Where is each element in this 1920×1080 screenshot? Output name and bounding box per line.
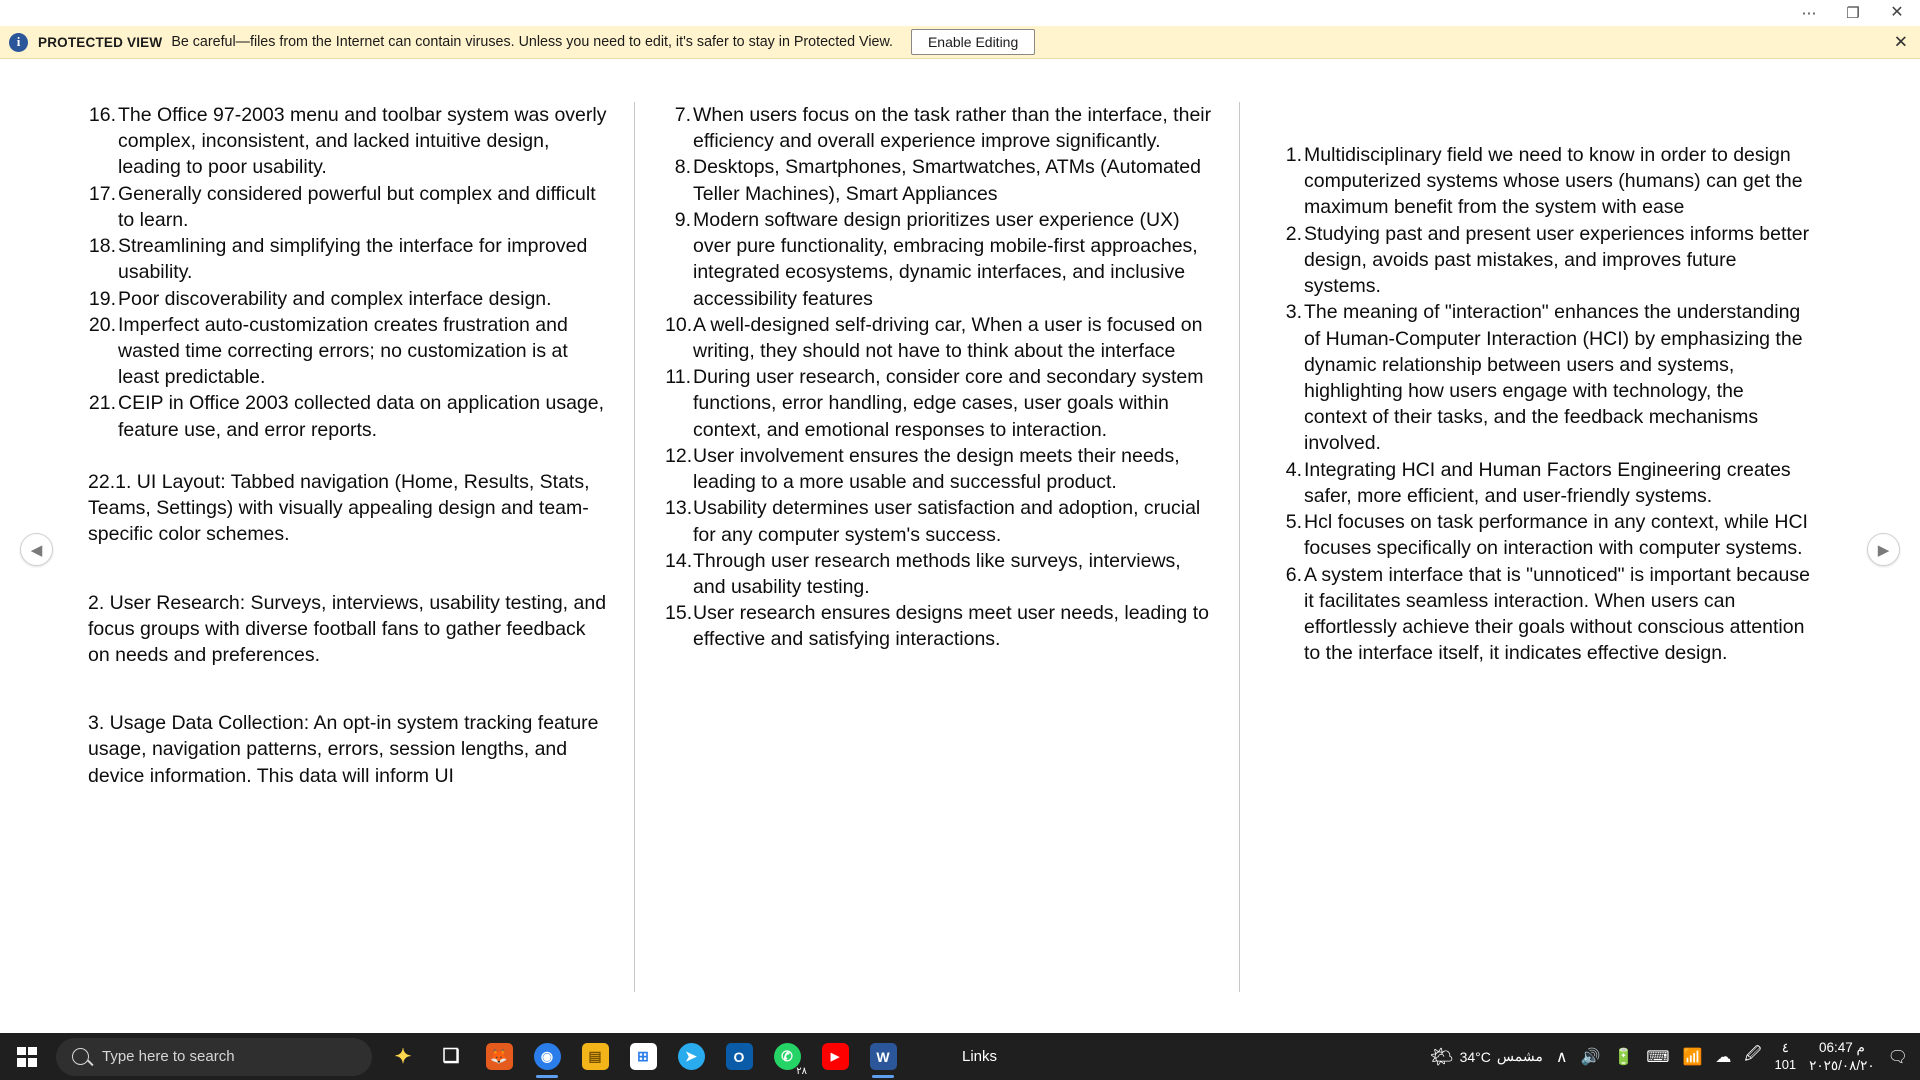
list-item-text: CEIP in Office 2003 collected data on application usage, feature use, and error reports. (118, 392, 605, 441)
whatsapp-icon[interactable] (764, 1033, 810, 1080)
list-item-number: 20. (88, 313, 116, 336)
task-view-icon[interactable] (428, 1033, 474, 1080)
windows-logo-icon (17, 1047, 37, 1067)
windows-taskbar (0, 1033, 1920, 1080)
list-item-number: 10. (665, 313, 693, 336)
list-item-text: Multidisciplinary field we need to know in order to design computerized systems whose users (humans) can get the maximum benefit from the system with ease (1304, 144, 1803, 219)
list-item (1278, 509, 1812, 561)
list-item-text: Streamlining and simplifying the interface for improved usability. (118, 235, 588, 284)
protected-view-message: Be careful—files from the Internet can contain viruses. Unless you need to edit, it's safer to stay in Protected View. (171, 34, 893, 50)
list-item-number: 12. (665, 444, 693, 467)
list-item (1278, 457, 1812, 509)
list-item-number: 15. (665, 602, 693, 625)
paragraph-ui-layout: 22.1. UI Layout: Tabbed navigation (Home, Results, Stats, Teams, Settings) with visually appealing design and team-specific color schemes. (88, 470, 590, 546)
clock-date: ٢٠٢٥/٠٨/٢٠ (1809, 1057, 1875, 1073)
list-item (88, 233, 612, 285)
weather-label: مشمس (1496, 1048, 1543, 1064)
chrome-icon[interactable] (524, 1033, 570, 1080)
pen-icon[interactable]: 🖉 (1744, 1046, 1762, 1063)
copilot-glyph: ✦ (394, 1046, 412, 1068)
keyboard-icon[interactable]: ⌨ (1646, 1048, 1670, 1066)
list-item-number: 17. (88, 182, 116, 205)
list-item (665, 600, 1217, 652)
list-item (88, 312, 612, 391)
list-item (665, 154, 1217, 206)
list-item-number: 13. (665, 497, 693, 520)
taskbar-search-input[interactable] (56, 1038, 372, 1076)
whatsapp-glyph: ✆ (774, 1043, 801, 1070)
wifi-icon[interactable]: 📶 (1682, 1048, 1703, 1066)
weather-widget[interactable] (1429, 1045, 1542, 1069)
system-tray (1429, 1039, 1920, 1074)
next-page-button[interactable]: ▶ (1867, 533, 1900, 566)
dismiss-protected-view-icon[interactable]: ✕ (1893, 32, 1908, 52)
store-glyph: ⊞ (630, 1043, 657, 1070)
list-item-text: Desktops, Smartphones, Smartwatches, ATMs (Automated Teller Machines), Smart Appliances (693, 156, 1201, 205)
word-icon[interactable] (860, 1033, 906, 1080)
protected-view-bar (0, 26, 1920, 59)
info-icon: i (9, 33, 28, 52)
list-item-text: When users focus on the task rather than the interface, their efficiency and overall experience improve significantly. (693, 104, 1212, 153)
volume-icon[interactable]: 🔊 (1580, 1048, 1601, 1066)
list-item (665, 364, 1217, 443)
firefox-icon[interactable] (476, 1033, 522, 1080)
file-explorer-icon[interactable] (572, 1033, 618, 1080)
list-item-text: Usability determines user satisfaction and adoption, crucial for any computer system's success. (693, 497, 1201, 546)
list-item-text: The Office 97-2003 menu and toolbar system was overly complex, inconsistent, and lacked intuitive design, leading to poor usability. (118, 104, 607, 179)
close-window-icon[interactable]: ✕ (1890, 4, 1904, 21)
chrome-glyph: ◉ (534, 1043, 561, 1070)
list-item (88, 102, 612, 181)
notification-icon[interactable]: 🗨 (1887, 1048, 1908, 1066)
search-placeholder: Type here to search (102, 1048, 235, 1065)
numbered-list-column-1 (88, 102, 612, 443)
list-item-text: Through user research methods like surveys, interviews, and usability testing. (693, 549, 1181, 598)
list-item (665, 312, 1217, 364)
partly-cloudy-icon: 🌤 (1429, 1046, 1454, 1068)
list-item (1278, 299, 1812, 456)
list-item-text: A system interface that is "unnoticed" is important because it facilitates seamless interaction. When users can effortlessly achieve their goals without conscious attention to the interface itself, it indicates effective design. (1304, 563, 1810, 665)
outlook-icon[interactable] (716, 1033, 762, 1080)
list-item (665, 102, 1217, 154)
weather-temperature: 34°C (1459, 1048, 1491, 1065)
list-item (665, 495, 1217, 547)
list-item (1278, 562, 1812, 667)
whatsapp-badge: ٢٨ (796, 1066, 807, 1077)
list-item-text: Integrating HCI and Human Factors Engineering creates safer, more efficient, and user-friendly systems. (1304, 458, 1791, 507)
youtube-glyph: ▶ (822, 1043, 849, 1070)
battery-counter-top: ٤ (1781, 1040, 1789, 1056)
document-columns (0, 102, 1920, 1020)
window-chrome (0, 0, 1920, 26)
list-item (88, 286, 612, 312)
clock-time: 06:47 م (1818, 1040, 1865, 1056)
telegram-glyph: ➤ (678, 1043, 705, 1070)
numbered-list-column-2 (665, 102, 1217, 653)
word-glyph: W (870, 1043, 897, 1070)
taskbar-app-icons (380, 1033, 906, 1080)
microsoft-store-icon[interactable] (620, 1033, 666, 1080)
outlook-glyph: O (726, 1043, 753, 1070)
paragraph-user-research: 2. User Research: Surveys, interviews, usability testing, and focus groups with diverse football fans to gather feedback on needs and preferences. (88, 591, 607, 666)
document-column-1 (60, 102, 634, 1020)
list-item-number: 16. (88, 104, 116, 126)
list-item (88, 181, 612, 233)
list-item (665, 443, 1217, 495)
list-item (1278, 221, 1812, 300)
previous-page-button[interactable]: ◀ (20, 533, 53, 566)
list-item-number: 19. (88, 287, 116, 310)
cloud-icon[interactable]: ☁ (1715, 1048, 1732, 1066)
list-item-text: The meaning of "interaction" enhances the understanding of Human-Computer Interaction (HCI) by emphasizing the dynamic relationship between users and systems, highlighting how users engage with technology, the context of their tasks, and the feedback mechanisms involved. (1304, 301, 1803, 455)
list-item-text: During user research, consider core and secondary system functions, error handling, edge cases, user goals within context, and emotional responses to interaction. (693, 366, 1204, 441)
youtube-icon[interactable] (812, 1033, 858, 1080)
clock[interactable] (1809, 1039, 1875, 1074)
copilot-icon[interactable] (380, 1033, 426, 1080)
battery-counter-bottom: 101 (1774, 1056, 1797, 1072)
list-item-number: 1. (1285, 144, 1302, 166)
list-item-text: Studying past and present user experiences informs better design, avoids past mistakes, and improves future systems. (1304, 222, 1810, 298)
telegram-icon[interactable] (668, 1033, 714, 1080)
numbered-list-column-3 (1278, 142, 1812, 666)
list-item (665, 548, 1217, 600)
list-item-number: 7. (674, 104, 691, 126)
list-item-number: 5. (1285, 511, 1302, 534)
list-item-text: User involvement ensures the design meets their needs, leading to a more usable and successful product. (693, 444, 1180, 494)
list-item-text: Hcl focuses on task performance in any context, while HCI focuses specifically on interaction with computer systems. (1304, 511, 1808, 560)
list-item-number: 9. (674, 208, 691, 231)
list-item-number: 6. (1285, 563, 1302, 586)
list-item-text: Generally considered powerful but complex and difficult to learn. (118, 182, 596, 231)
list-item-number: 14. (665, 549, 693, 572)
document-column-2 (635, 102, 1239, 1020)
file-explorer-glyph: ▤ (582, 1043, 609, 1070)
protected-view-title: PROTECTED VIEW (38, 34, 163, 50)
list-item (88, 390, 612, 442)
list-item-text: Imperfect auto-customization creates frustration and wasted time correcting errors; no customization is at least predictable. (118, 313, 568, 389)
restore-window-icon[interactable]: ❐ (1846, 4, 1860, 22)
taskbar-links-label[interactable]: Links (962, 1048, 998, 1065)
start-button[interactable] (0, 1033, 54, 1080)
list-item-number: 18. (88, 235, 116, 258)
list-item-number: 8. (674, 156, 691, 179)
list-item-number: 3. (1285, 301, 1302, 324)
list-item-text: User research ensures designs meet user needs, leading to effective and satisfying interactions. (693, 602, 1209, 651)
more-options-icon[interactable]: ⋯ (1801, 4, 1817, 22)
battery-counter[interactable] (1774, 1040, 1796, 1073)
battery-icon[interactable]: 🔋 (1613, 1048, 1634, 1066)
list-item-number: 4. (1285, 458, 1302, 481)
search-icon (72, 1048, 89, 1065)
list-item (665, 207, 1217, 312)
list-item-text: A well-designed self-driving car, When a user is focused on writing, they should not have to think about the interface (693, 313, 1203, 362)
document-column-3 (1240, 102, 1840, 1020)
paragraph-usage-data: 3. Usage Data Collection: An opt-in system tracking feature usage, navigation patterns, errors, session lengths, and device information. This data will inform UI (88, 712, 599, 787)
list-item-text: Poor discoverability and complex interface design. (118, 287, 552, 310)
show-hidden-icons-icon[interactable]: ∧ (1555, 1048, 1568, 1066)
list-item (1278, 142, 1812, 221)
document-page (0, 59, 1920, 1020)
enable-editing-button[interactable]: Enable Editing (911, 29, 1035, 55)
list-item-text: Modern software design prioritizes user experience (UX) over pure functionality, embracing mobile-first approaches, integrated ecosystems, dynamic interfaces, and inclusive accessibility features (693, 208, 1198, 310)
list-item-number: 11. (665, 366, 691, 389)
firefox-glyph: 🦊 (486, 1043, 513, 1070)
list-item-number: 2. (1285, 222, 1302, 245)
task-view-glyph: ❏ (442, 1046, 460, 1067)
list-item-number: 21. (88, 392, 116, 415)
